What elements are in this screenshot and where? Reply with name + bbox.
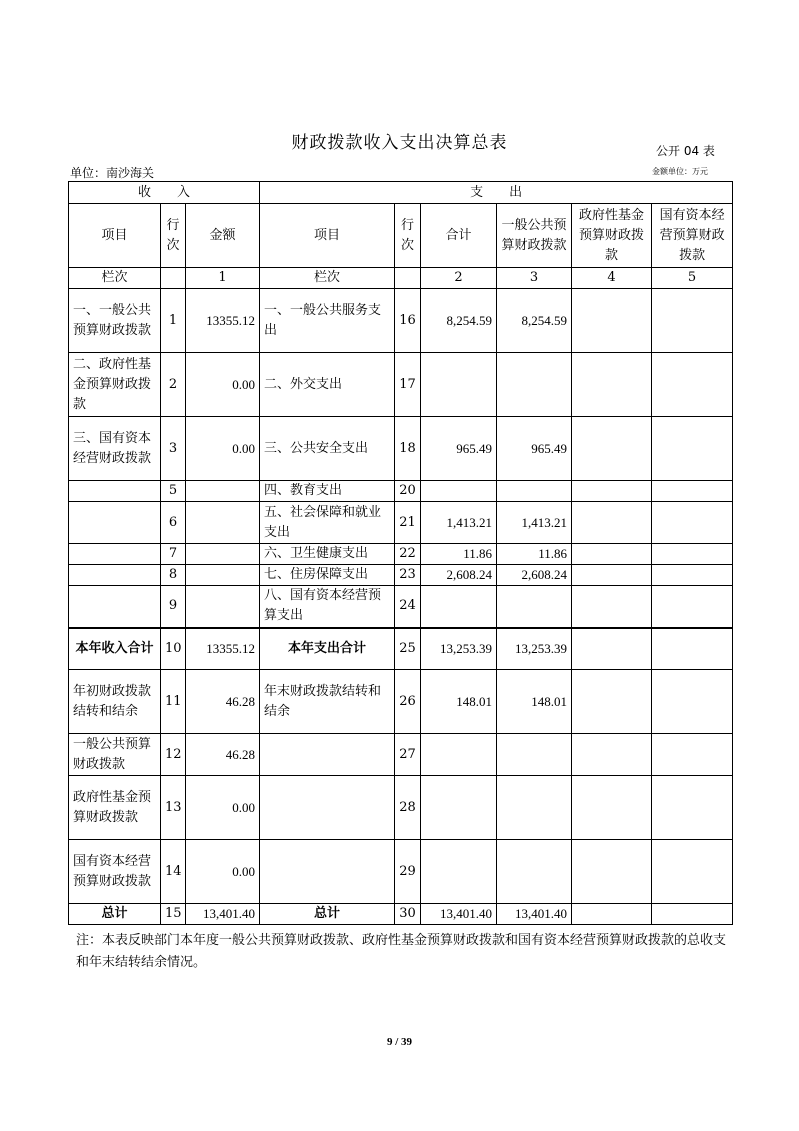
fund-budget-amount <box>572 586 652 628</box>
fund-budget-amount <box>572 840 652 904</box>
income-item: 年初财政拨款结转和结余 <box>69 670 161 734</box>
capital-budget-amount <box>652 289 733 353</box>
fund-budget-amount <box>572 481 652 502</box>
income-row-number: 15 <box>161 904 186 925</box>
expense-row-number: 18 <box>395 417 421 481</box>
table-note: 注：本表反映部门本年度一般公共预算财政拨款、政府性基金预算财政拨款和国有资本经营预算财政拨款的总收支和年末结转结余情况。 <box>76 933 727 970</box>
expense-row-no-header: 行次 <box>395 204 421 268</box>
table-row <box>69 904 733 925</box>
col-index-4: 4 <box>572 268 652 289</box>
income-amount: 0.00 <box>186 353 260 417</box>
expense-item: 二、外交支出 <box>260 353 395 417</box>
general-budget-amount: 965.49 <box>497 417 572 481</box>
expense-col-label: 栏次 <box>260 268 395 289</box>
fund-budget-amount <box>572 502 652 544</box>
income-amount-header: 金额 <box>186 204 260 268</box>
expense-item: 四、教育支出 <box>260 481 395 502</box>
expense-item: 一、一般公共服务支出 <box>260 289 395 353</box>
expense-row-number: 22 <box>395 544 421 565</box>
col-index-1: 1 <box>186 268 260 289</box>
reporting-unit: 单位：南沙海关 <box>70 166 155 180</box>
total-amount <box>421 353 497 417</box>
income-item: 一般公共预算财政拨款 <box>69 734 161 776</box>
income-section-header: 收 入 <box>69 182 260 204</box>
fund-budget-amount <box>572 776 652 840</box>
capital-budget-amount <box>652 502 733 544</box>
total-amount: 148.01 <box>421 670 497 734</box>
expense-section-header: 支 出 <box>260 182 733 204</box>
income-item <box>69 586 161 628</box>
capital-budget-amount <box>652 734 733 776</box>
expense-row-number: 30 <box>395 904 421 925</box>
income-row-number: 9 <box>161 586 186 628</box>
general-budget-amount <box>497 776 572 840</box>
income-row-number: 6 <box>161 502 186 544</box>
income-item-header: 项目 <box>69 204 161 268</box>
income-item: 本年收入合计 <box>69 628 161 670</box>
table-row <box>69 670 733 734</box>
expense-row-number: 20 <box>395 481 421 502</box>
expense-row-number: 28 <box>395 776 421 840</box>
income-amount: 13355.12 <box>186 289 260 353</box>
fund-budget-amount <box>572 628 652 670</box>
table-row <box>69 417 733 481</box>
total-amount: 8,254.59 <box>421 289 497 353</box>
form-number: 公开 04 表 <box>656 144 715 158</box>
table-row <box>69 565 733 586</box>
income-amount <box>186 565 260 586</box>
capital-budget-amount <box>652 481 733 502</box>
capital-budget-amount <box>652 628 733 670</box>
fund-budget-amount <box>572 544 652 565</box>
table-body <box>69 289 733 925</box>
expense-row-number: 27 <box>395 734 421 776</box>
expense-row-number: 17 <box>395 353 421 417</box>
total-amount <box>421 481 497 502</box>
fund-budget-amount <box>572 289 652 353</box>
capital-budget-amount <box>652 904 733 925</box>
income-amount <box>186 481 260 502</box>
income-amount <box>186 544 260 565</box>
income-item <box>69 565 161 586</box>
general-budget-amount <box>497 353 572 417</box>
column-index-row <box>69 268 733 289</box>
fund-budget-amount <box>572 904 652 925</box>
empty-cell <box>395 268 421 289</box>
total-amount <box>421 776 497 840</box>
table-row <box>69 734 733 776</box>
general-budget-amount <box>497 840 572 904</box>
income-amount: 13,401.40 <box>186 904 260 925</box>
income-amount: 0.00 <box>186 417 260 481</box>
total-amount: 13,401.40 <box>421 904 497 925</box>
income-item: 政府性基金预算财政拨款 <box>69 776 161 840</box>
expense-row-number: 25 <box>395 628 421 670</box>
table-row <box>69 502 733 544</box>
table-row <box>69 776 733 840</box>
income-row-number: 12 <box>161 734 186 776</box>
expense-item: 本年支出合计 <box>260 628 395 670</box>
table-row <box>69 586 733 628</box>
income-amount: 13355.12 <box>186 628 260 670</box>
income-row-number: 7 <box>161 544 186 565</box>
general-budget-amount <box>497 734 572 776</box>
income-item: 三、国有资本经营财政拨款 <box>69 417 161 481</box>
income-row-number: 10 <box>161 628 186 670</box>
income-amount: 0.00 <box>186 776 260 840</box>
table-row <box>69 289 733 353</box>
table-row <box>69 353 733 417</box>
income-amount: 46.28 <box>186 734 260 776</box>
general-budget-header: 一般公共预算财政拨款 <box>497 204 572 268</box>
income-row-number: 2 <box>161 353 186 417</box>
income-row-number: 13 <box>161 776 186 840</box>
capital-budget-amount <box>652 776 733 840</box>
expense-item: 八、国有资本经营预算支出 <box>260 586 395 628</box>
income-item: 总计 <box>69 904 161 925</box>
income-amount <box>186 586 260 628</box>
general-budget-amount: 2,608.24 <box>497 565 572 586</box>
income-item <box>69 502 161 544</box>
capital-budget-header: 国有资本经营预算财政拨款 <box>652 204 733 268</box>
table-row <box>69 481 733 502</box>
income-row-number: 5 <box>161 481 186 502</box>
income-item <box>69 544 161 565</box>
report-title: 财政拨款收入支出决算总表 <box>291 133 508 153</box>
total-amount: 1,413.21 <box>421 502 497 544</box>
expense-row-number: 16 <box>395 289 421 353</box>
total-header: 合计 <box>421 204 497 268</box>
table-row <box>69 840 733 904</box>
capital-budget-amount <box>652 565 733 586</box>
expense-item <box>260 776 395 840</box>
total-amount: 2,608.24 <box>421 565 497 586</box>
general-budget-amount <box>497 586 572 628</box>
fund-budget-amount <box>572 734 652 776</box>
capital-budget-amount <box>652 417 733 481</box>
expense-item: 年末财政拨款结转和结余 <box>260 670 395 734</box>
fund-budget-amount <box>572 565 652 586</box>
table-row <box>69 544 733 565</box>
expense-item <box>260 840 395 904</box>
col-index-5: 5 <box>652 268 733 289</box>
amount-unit: 金额单位：万元 <box>652 167 708 176</box>
capital-budget-amount <box>652 670 733 734</box>
total-amount: 11.86 <box>421 544 497 565</box>
income-item: 国有资本经营预算财政拨款 <box>69 840 161 904</box>
total-amount: 13,253.39 <box>421 628 497 670</box>
capital-budget-amount <box>652 840 733 904</box>
capital-budget-amount <box>652 544 733 565</box>
section-header-row <box>69 182 733 204</box>
page-number: 9 / 39 <box>386 1036 413 1048</box>
fund-budget-header: 政府性基金预算财政拨款 <box>572 204 652 268</box>
expense-row-number: 29 <box>395 840 421 904</box>
expense-item: 五、社会保障和就业支出 <box>260 502 395 544</box>
expense-row-number: 21 <box>395 502 421 544</box>
expense-item <box>260 734 395 776</box>
income-item: 一、一般公共预算财政拨款 <box>69 289 161 353</box>
income-row-number: 1 <box>161 289 186 353</box>
capital-budget-amount <box>652 353 733 417</box>
expense-item-header: 项目 <box>260 204 395 268</box>
fund-budget-amount <box>572 353 652 417</box>
income-row-no-header: 行次 <box>161 204 186 268</box>
general-budget-amount: 13,253.39 <box>497 628 572 670</box>
total-amount <box>421 734 497 776</box>
general-budget-amount: 11.86 <box>497 544 572 565</box>
expense-row-number: 26 <box>395 670 421 734</box>
expense-row-number: 24 <box>395 586 421 628</box>
income-row-number: 14 <box>161 840 186 904</box>
total-amount: 965.49 <box>421 417 497 481</box>
income-row-number: 8 <box>161 565 186 586</box>
col-index-3: 3 <box>497 268 572 289</box>
total-amount <box>421 586 497 628</box>
income-item <box>69 481 161 502</box>
table-row <box>69 628 733 670</box>
general-budget-amount: 1,413.21 <box>497 502 572 544</box>
general-budget-amount: 8,254.59 <box>497 289 572 353</box>
fiscal-allocation-table <box>68 181 733 925</box>
income-row-number: 3 <box>161 417 186 481</box>
empty-cell <box>161 268 186 289</box>
fund-budget-amount <box>572 670 652 734</box>
expense-item: 七、住房保障支出 <box>260 565 395 586</box>
column-header-row <box>69 204 733 268</box>
expense-item: 三、公共安全支出 <box>260 417 395 481</box>
income-row-number: 11 <box>161 670 186 734</box>
total-amount <box>421 840 497 904</box>
fund-budget-amount <box>572 417 652 481</box>
general-budget-amount: 148.01 <box>497 670 572 734</box>
general-budget-amount: 13,401.40 <box>497 904 572 925</box>
capital-budget-amount <box>652 586 733 628</box>
income-col-label: 栏次 <box>69 268 161 289</box>
general-budget-amount <box>497 481 572 502</box>
income-amount: 0.00 <box>186 840 260 904</box>
income-amount <box>186 502 260 544</box>
income-item: 二、政府性基金预算财政拨款 <box>69 353 161 417</box>
expense-item: 总计 <box>260 904 395 925</box>
expense-row-number: 23 <box>395 565 421 586</box>
income-amount: 46.28 <box>186 670 260 734</box>
col-index-2: 2 <box>421 268 497 289</box>
expense-item: 六、卫生健康支出 <box>260 544 395 565</box>
